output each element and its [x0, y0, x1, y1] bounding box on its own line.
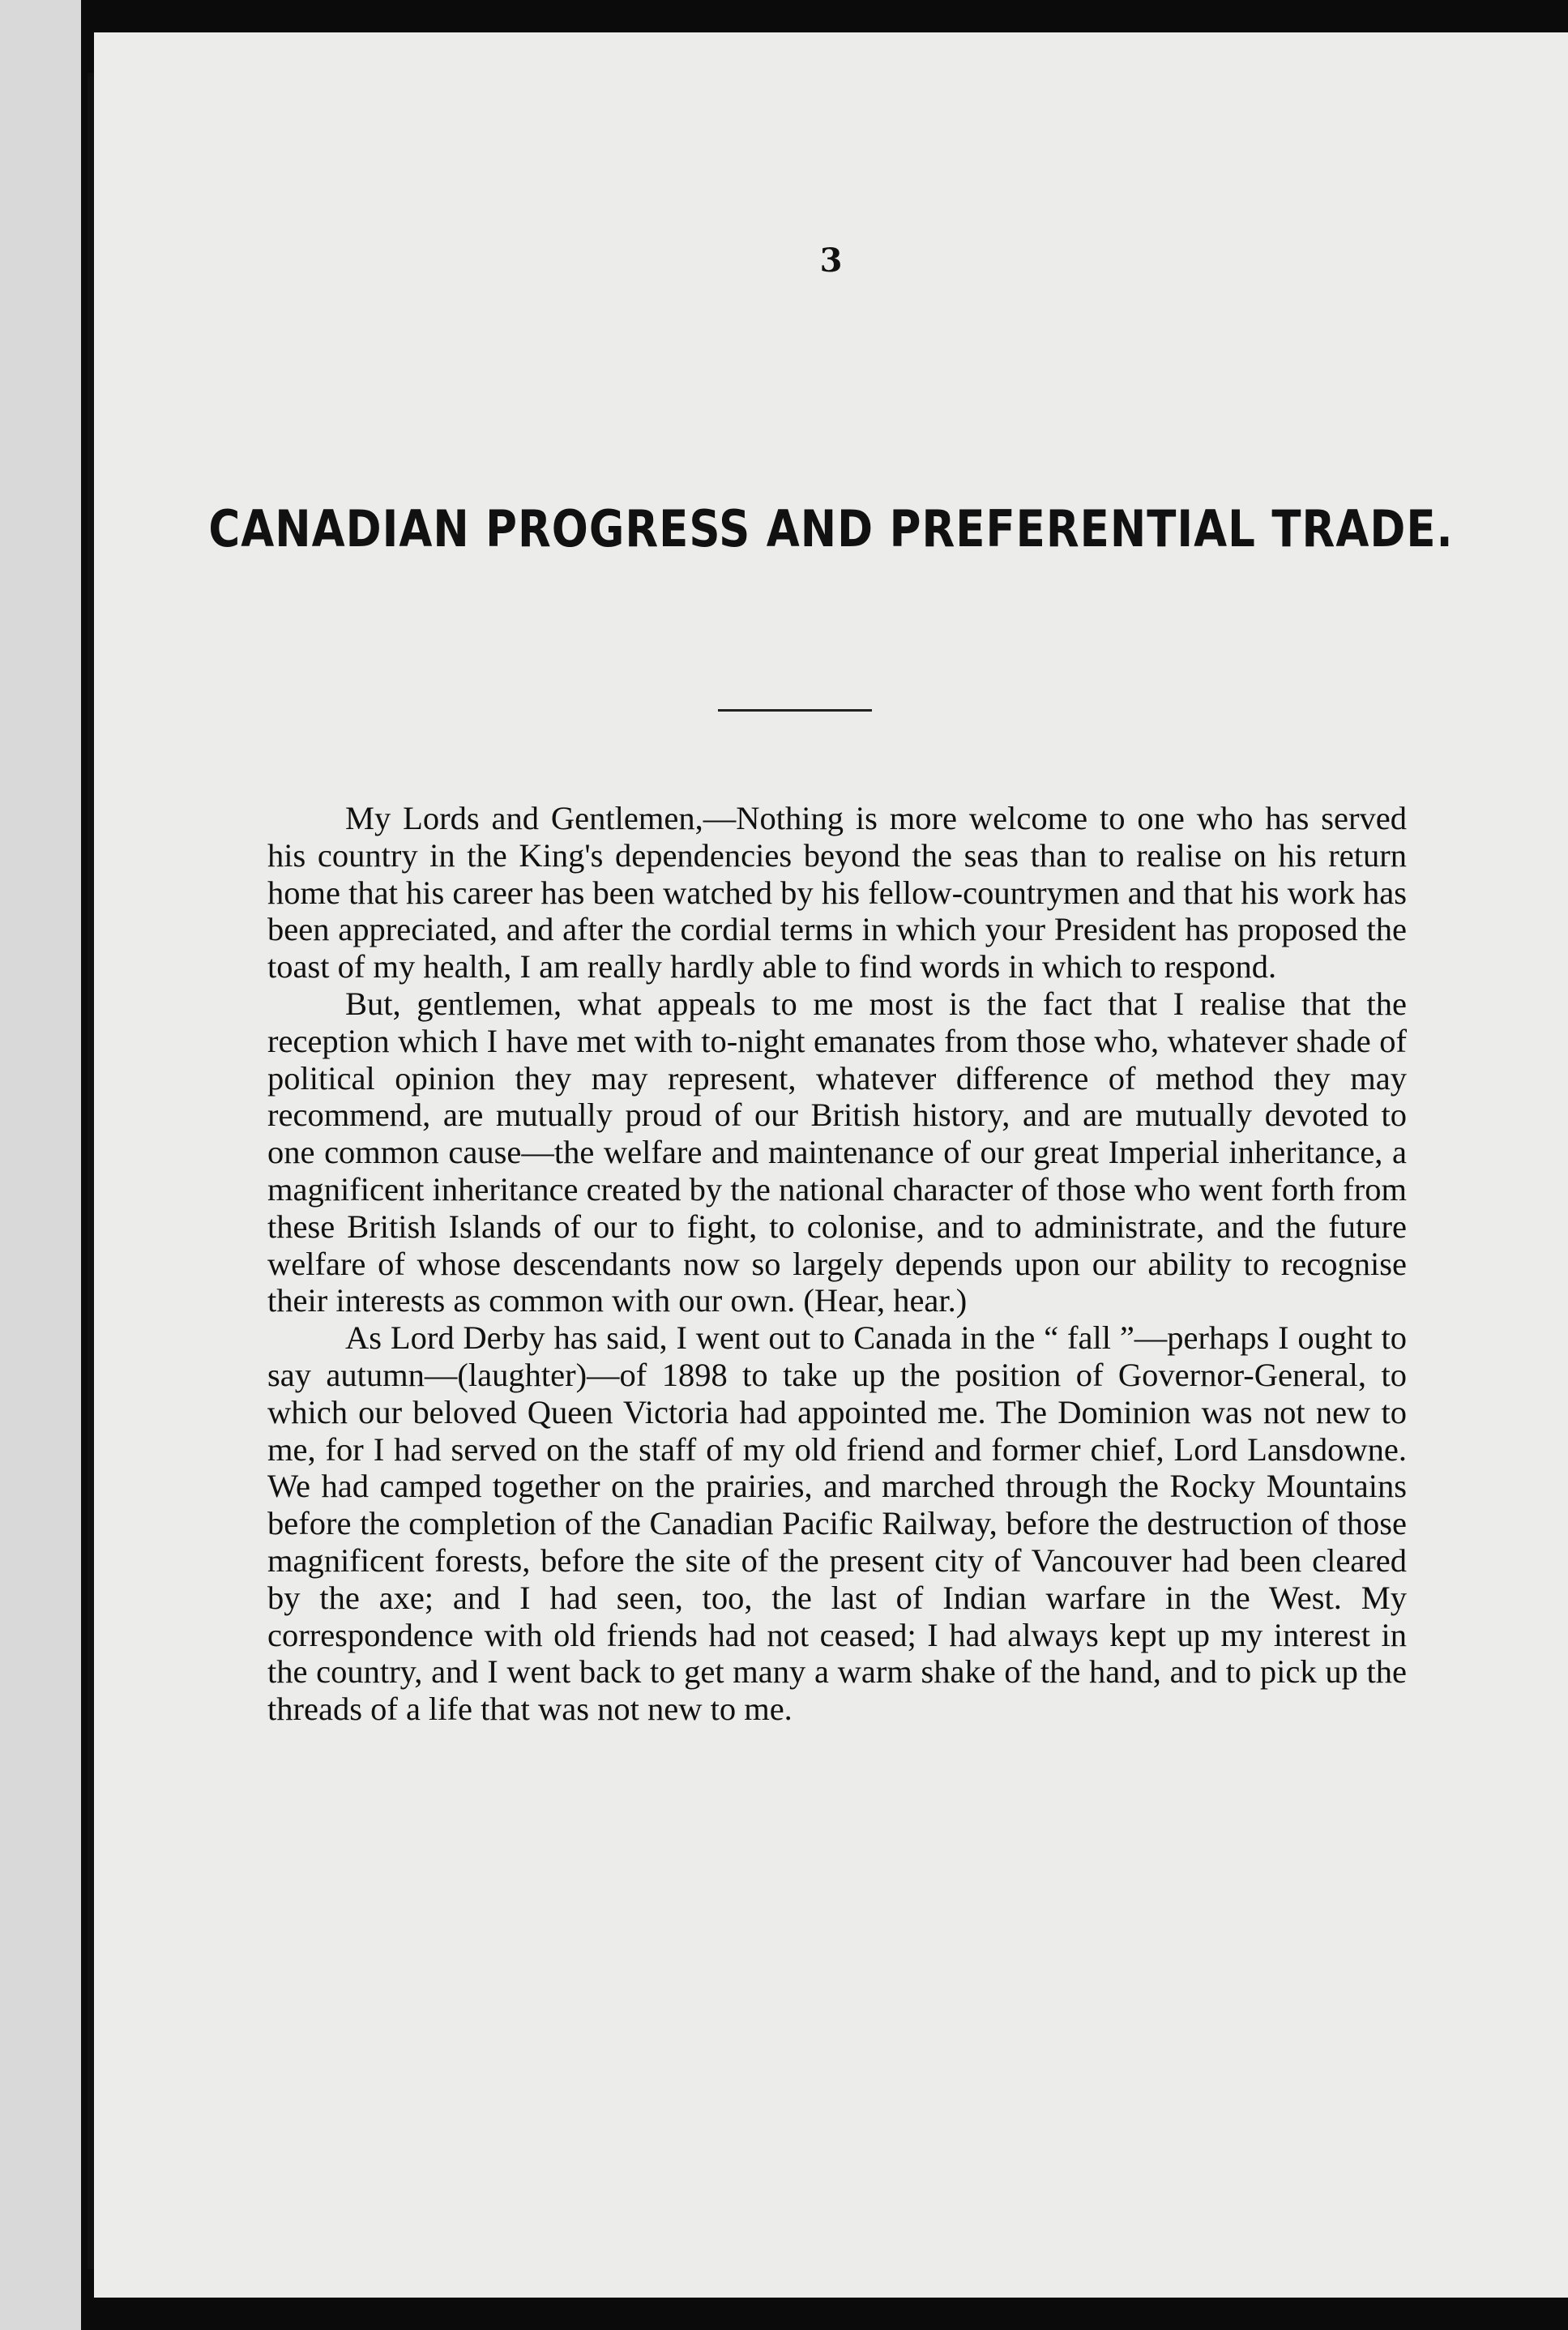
page-title: CANADIAN PROGRESS AND PREFERENTIAL TRADE.	[208, 500, 1454, 559]
document-page	[94, 32, 1568, 2298]
paragraph-2: But, gentlemen, what appeals to me most is the fact that I realise that the reception which I have met with to-night emanates from those who, whatever shade of political opinion they may represent, whatever difference of method they may recommend, are mutually proud of our British history, and are mutually devoted to one common cause—the welfare and maintenance of our great Imperial inheritance, a magnificent inheritance created by the national character of those who went forth from these British Islands of our to fight, to colonise, and to administrate, and the future welfare of whose descendants now so largely depends upon our ability to recognise their interests as common with our own. (Hear, hear.)	[267, 985, 1407, 1319]
adjacent-page-edge	[0, 0, 81, 2330]
paragraph-1: My Lords and Gentlemen,—Nothing is more welcome to one who has served his country in the King's dependencies beyond the seas than to realise on his return home that his career has been watched by his fellow-countrymen and that his work has been appreciated, and after the cordial terms in which your President has proposed the toast of my health, I am really hardly able to find words in which to respond.	[267, 800, 1407, 985]
title-divider	[718, 709, 872, 712]
paragraph-3: As Lord Derby has said, I went out to Canada in the “ fall ”—perhaps I ought to say autumn—(laughter)—of 1898 to take up the position of Governor-General, to which our beloved Queen Victoria had appointed me. The Dominion was not new to me, for I had served on the staff of my old friend and former chief, Lord Lansdowne. We had camped together on the prairies, and marched through the Rocky Mountains before the completion of the Canadian Pacific Railway, before the destruction of those magnificent forests, before the site of the present city of Vancouver had been cleared by the axe; and I had seen, too, the last of Indian warfare in the West. My correspondence with old friends had not ceased; I had always kept up my interest in the country, and I went back to get many a warm shake of the hand, and to pick up the threads of a life that was not new to me.	[267, 1319, 1407, 1728]
body-text	[267, 800, 1407, 1728]
page-number: 3	[819, 242, 843, 280]
binding-shadow	[88, 73, 94, 2269]
